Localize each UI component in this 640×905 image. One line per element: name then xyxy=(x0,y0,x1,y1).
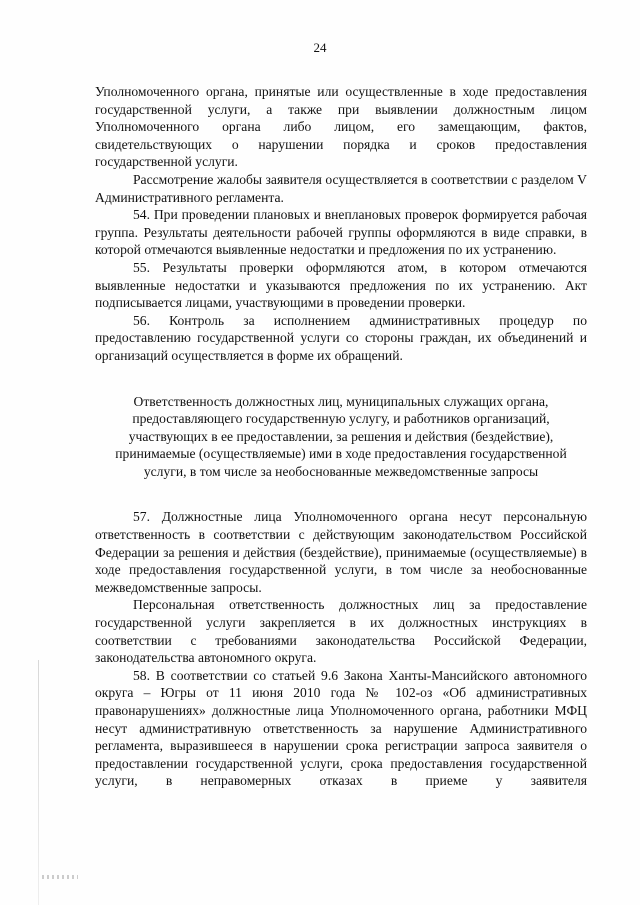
paragraph-personal-responsibility: Персональная ответственность должностных лиц за предоставление государственной услуги закрепляется в их должностных инструкциях в соответствии с требованиями законодательства Российской Федерации, законодательства автономного округа. xyxy=(95,597,587,666)
paragraph-58: 58. В соответствии со статьей 9.6 Закона Ханты-Мансийского автономного округа – Югры от 11 июня 2010 года № 102-оз «Об административных правонарушениях» должностные лица Уполномоченного органа, работники МФЦ несут административную ответственность за нарушение Административного регламента, выразившееся в нарушении срока регистрации запроса заявителя о предоставлении государственной услуги, срока предоставления государственной услуги, в неправомерных отказах в приеме у заявителя xyxy=(95,667,587,789)
paragraph-complaint-review: Рассмотрение жалобы заявителя осуществляется в соответствии с разделом V Административного регламента. xyxy=(95,171,587,205)
paragraph-continuation: Уполномоченного органа, принятые или осуществленные в ходе предоставления государственной услуги, а также при выявлении должностным лицом Уполномоченного органа либо лицом, его замещающим, фактов, свидетельствующих о нарушении порядка и сроков предоставления государственной услуги. xyxy=(95,84,587,170)
document-body xyxy=(95,83,587,790)
section-heading: Ответственность должностных лиц, муниципальных служащих органа, предоставляющего государственную услугу, и работников организаций, участвующих в ее предоставлении, за решения и действия (бездействие), принимаемые (осуществляемые) ими в ходе предоставления государственной услуги, в том числе за необоснованные межведомственные запросы xyxy=(115,393,567,479)
paragraph-55: 55. Результаты проверки оформляются атом, в котором отмечаются выявленные недостатки и указываются предложения по их устранению. Акт подписывается лицами, участвующими в проведении проверки. xyxy=(95,259,587,311)
paragraph-54: 54. При проведении плановых и внеплановых проверок формируется рабочая группа. Результаты деятельности рабочей группы оформляются в виде справки, в которой отмечаются выявленные недостатки и предложения по их устранению. xyxy=(95,207,587,258)
scan-smudge-artifact xyxy=(42,875,78,879)
scan-margin-artifact xyxy=(38,660,39,905)
page-number: 24 xyxy=(313,40,327,55)
paragraph-57: 57. Должностные лица Уполномоченного органа несут персональную ответственность в соответствии с действующим законодательством Российской Федерации за решения и действия (бездействие), принимаемые (осуществляемые) в ходе предоставления государственной услуги, в том числе за необоснованные межведомственные запросы. xyxy=(95,509,587,595)
paragraph-56: 56. Контроль за исполнением административных процедур по предоставлению государственной услуги со стороны граждан, их объединений и организаций осуществляется в форме их обращений. xyxy=(95,312,587,363)
